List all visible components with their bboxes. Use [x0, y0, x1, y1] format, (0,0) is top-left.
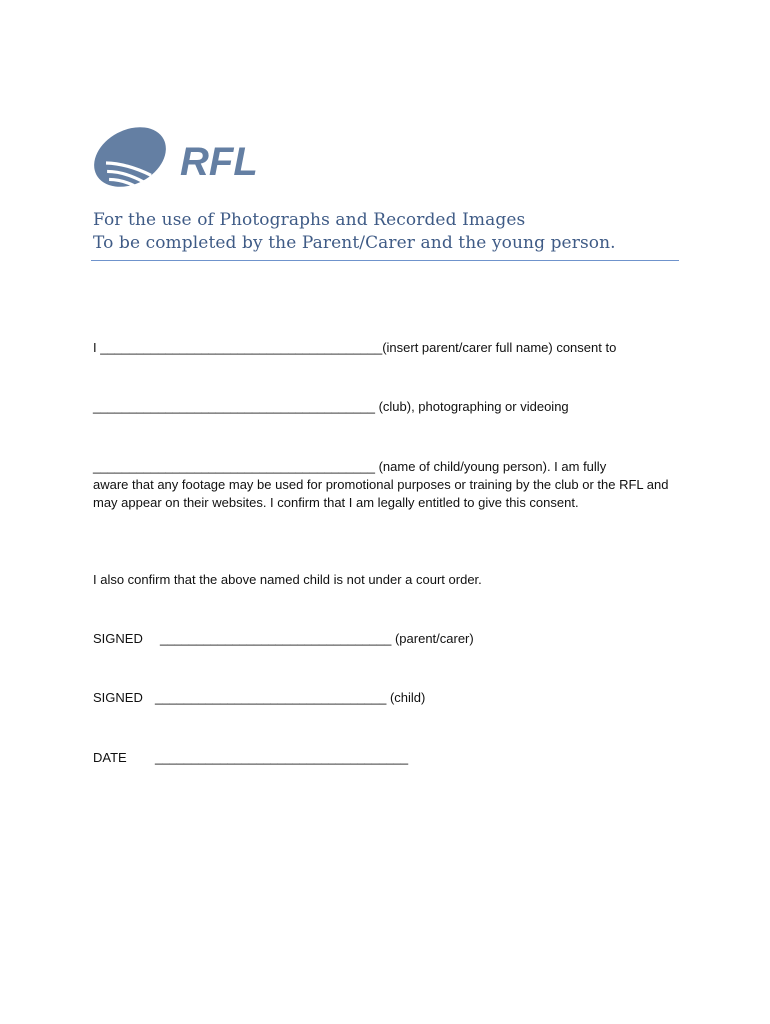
- child-consent-paragraph: [93, 458, 683, 512]
- rfl-logo-mark: [92, 124, 262, 190]
- consent-line[interactable]: I _______________________________________(insert parent/carer full name) consent to: [93, 340, 617, 355]
- signed-child-field[interactable]: ________________________________ (child): [155, 690, 426, 705]
- rfl-logo-text: RFL: [180, 140, 258, 184]
- child-name-line[interactable]: _______________________________________ (name of child/young person). I am fully: [93, 459, 607, 474]
- date-field[interactable]: ___________________________________: [155, 750, 409, 765]
- heading-line-1: For the use of Photographs and Recorded Images: [93, 210, 526, 230]
- signed-parent-field[interactable]: ________________________________ (parent/carer): [160, 631, 474, 646]
- club-line[interactable]: _______________________________________ (club), photographing or videoing: [93, 399, 569, 414]
- consent-statement: aware that any footage may be used for promotional purposes or training by the club or the RFL and may appear on their websites. I confirm that I am legally entitled to give this consent.: [93, 477, 669, 510]
- signed-child-label: SIGNED: [93, 690, 143, 705]
- rfl-logo: [92, 124, 262, 190]
- signed-parent-label: SIGNED: [93, 631, 143, 646]
- form-heading: [93, 209, 683, 255]
- court-order-statement: I also confirm that the above named child is not under a court order.: [93, 572, 482, 587]
- heading-line-2: To be completed by the Parent/Carer and the young person.: [93, 233, 616, 253]
- date-label: DATE: [93, 750, 127, 765]
- heading-divider: [91, 260, 679, 261]
